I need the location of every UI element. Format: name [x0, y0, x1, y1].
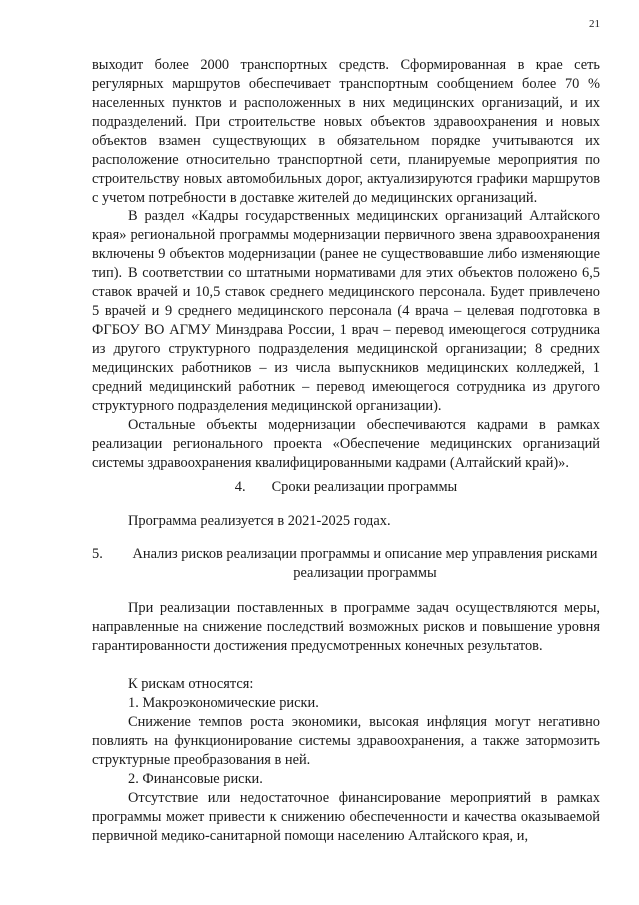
paragraph-financial-desc: Отсутствие или недостаточное финансирование мероприятий в рамках программы может привести к снижению обеспеченности и качества оказываемой первичной медико-санитарной помощи населению Алтайского края, и, [92, 790, 600, 844]
paragraph-other-objects: Остальные объекты модернизации обеспечиваются кадрами в рамках реализации регионального проекта «Обеспечение медицинских организаций системы здравоохранения квалифицированными кадрами (Алтайский край)». [92, 417, 600, 471]
paragraph-risks-intro: К рискам относятся: [128, 676, 254, 692]
page-number: 21 [589, 18, 600, 30]
paragraph-macro-risks: 1. Макроэкономические риски. [128, 695, 319, 711]
section-4-title: Сроки реализации программы [271, 479, 458, 495]
paragraph-macro-desc: Снижение темпов роста экономики, высокая инфляция могут негативно повлиять на функционирование системы здравоохранения, а также затормозить структурные преобразования в ней. [92, 714, 600, 768]
paragraph-staff-norms: В соответствии со штатными нормативами для этих объектов положено 6,5 ставок врачей и 10,5 ставок среднего медицинского персонала. Будет привлечено 5 врачей и 9 среднего медицинского персонала (4 врача – целевая подготовка в ФГБОУ ВО АГМУ Минздрава России, 1 врач – перевод имеющегося сотрудника из другого структурного подразделения медицинской организации; 8 средних медицинских работников – из числа выпускников медицинских колледжей, 1 средний медицинский работник – перевод имеющегося сотрудника из другого структурного подразделения медицинской организации). [92, 265, 600, 414]
paragraph-financial-risks: 2. Финансовые риски. [128, 771, 263, 787]
paragraph-transport: выходит более 2000 транспортных средств. Сформированная в крае сеть регулярных маршрутов обеспечивает транспортным сообщением более 70 % населенных пунктов и расположенных в них медицинских организаций, и их подразделений. При строительстве новых объектов здравоохранения и новых объектов взамен существующих в обязательном порядке учитываются их расположение относительно транспортной сети, планируемые мероприятия по строительству новых автомобильных дорог, актуализируются графики маршрутов с учетом потребности в доставке жителей до медицинских организаций. [92, 57, 600, 206]
paragraph-staff-section: В раздел «Кадры государственных медицинских организаций Алтайского края» региональной программы модернизации первичного звена здравоохранения включены 9 объектов модернизации (ранее не существовавшие либо изменяющие тип). [92, 208, 600, 281]
section-5-heading [92, 545, 600, 583]
section-5-title: Анализ рисков реализации программы и описание мер управления рисками реализации программы [132, 546, 598, 581]
section-4-heading [92, 478, 600, 497]
paragraph-risk-measures: При реализации поставленных в программе задач осуществляются меры, направленные на снижение последствий возможных рисков и повышение уровня гарантированности достижения предусмотренных конечных результатов. [92, 600, 600, 654]
paragraph-period: Программа реализуется в 2021-2025 годах. [128, 513, 391, 529]
section-4-number: 4. [234, 479, 246, 495]
section-5-number: 5. [92, 546, 103, 562]
